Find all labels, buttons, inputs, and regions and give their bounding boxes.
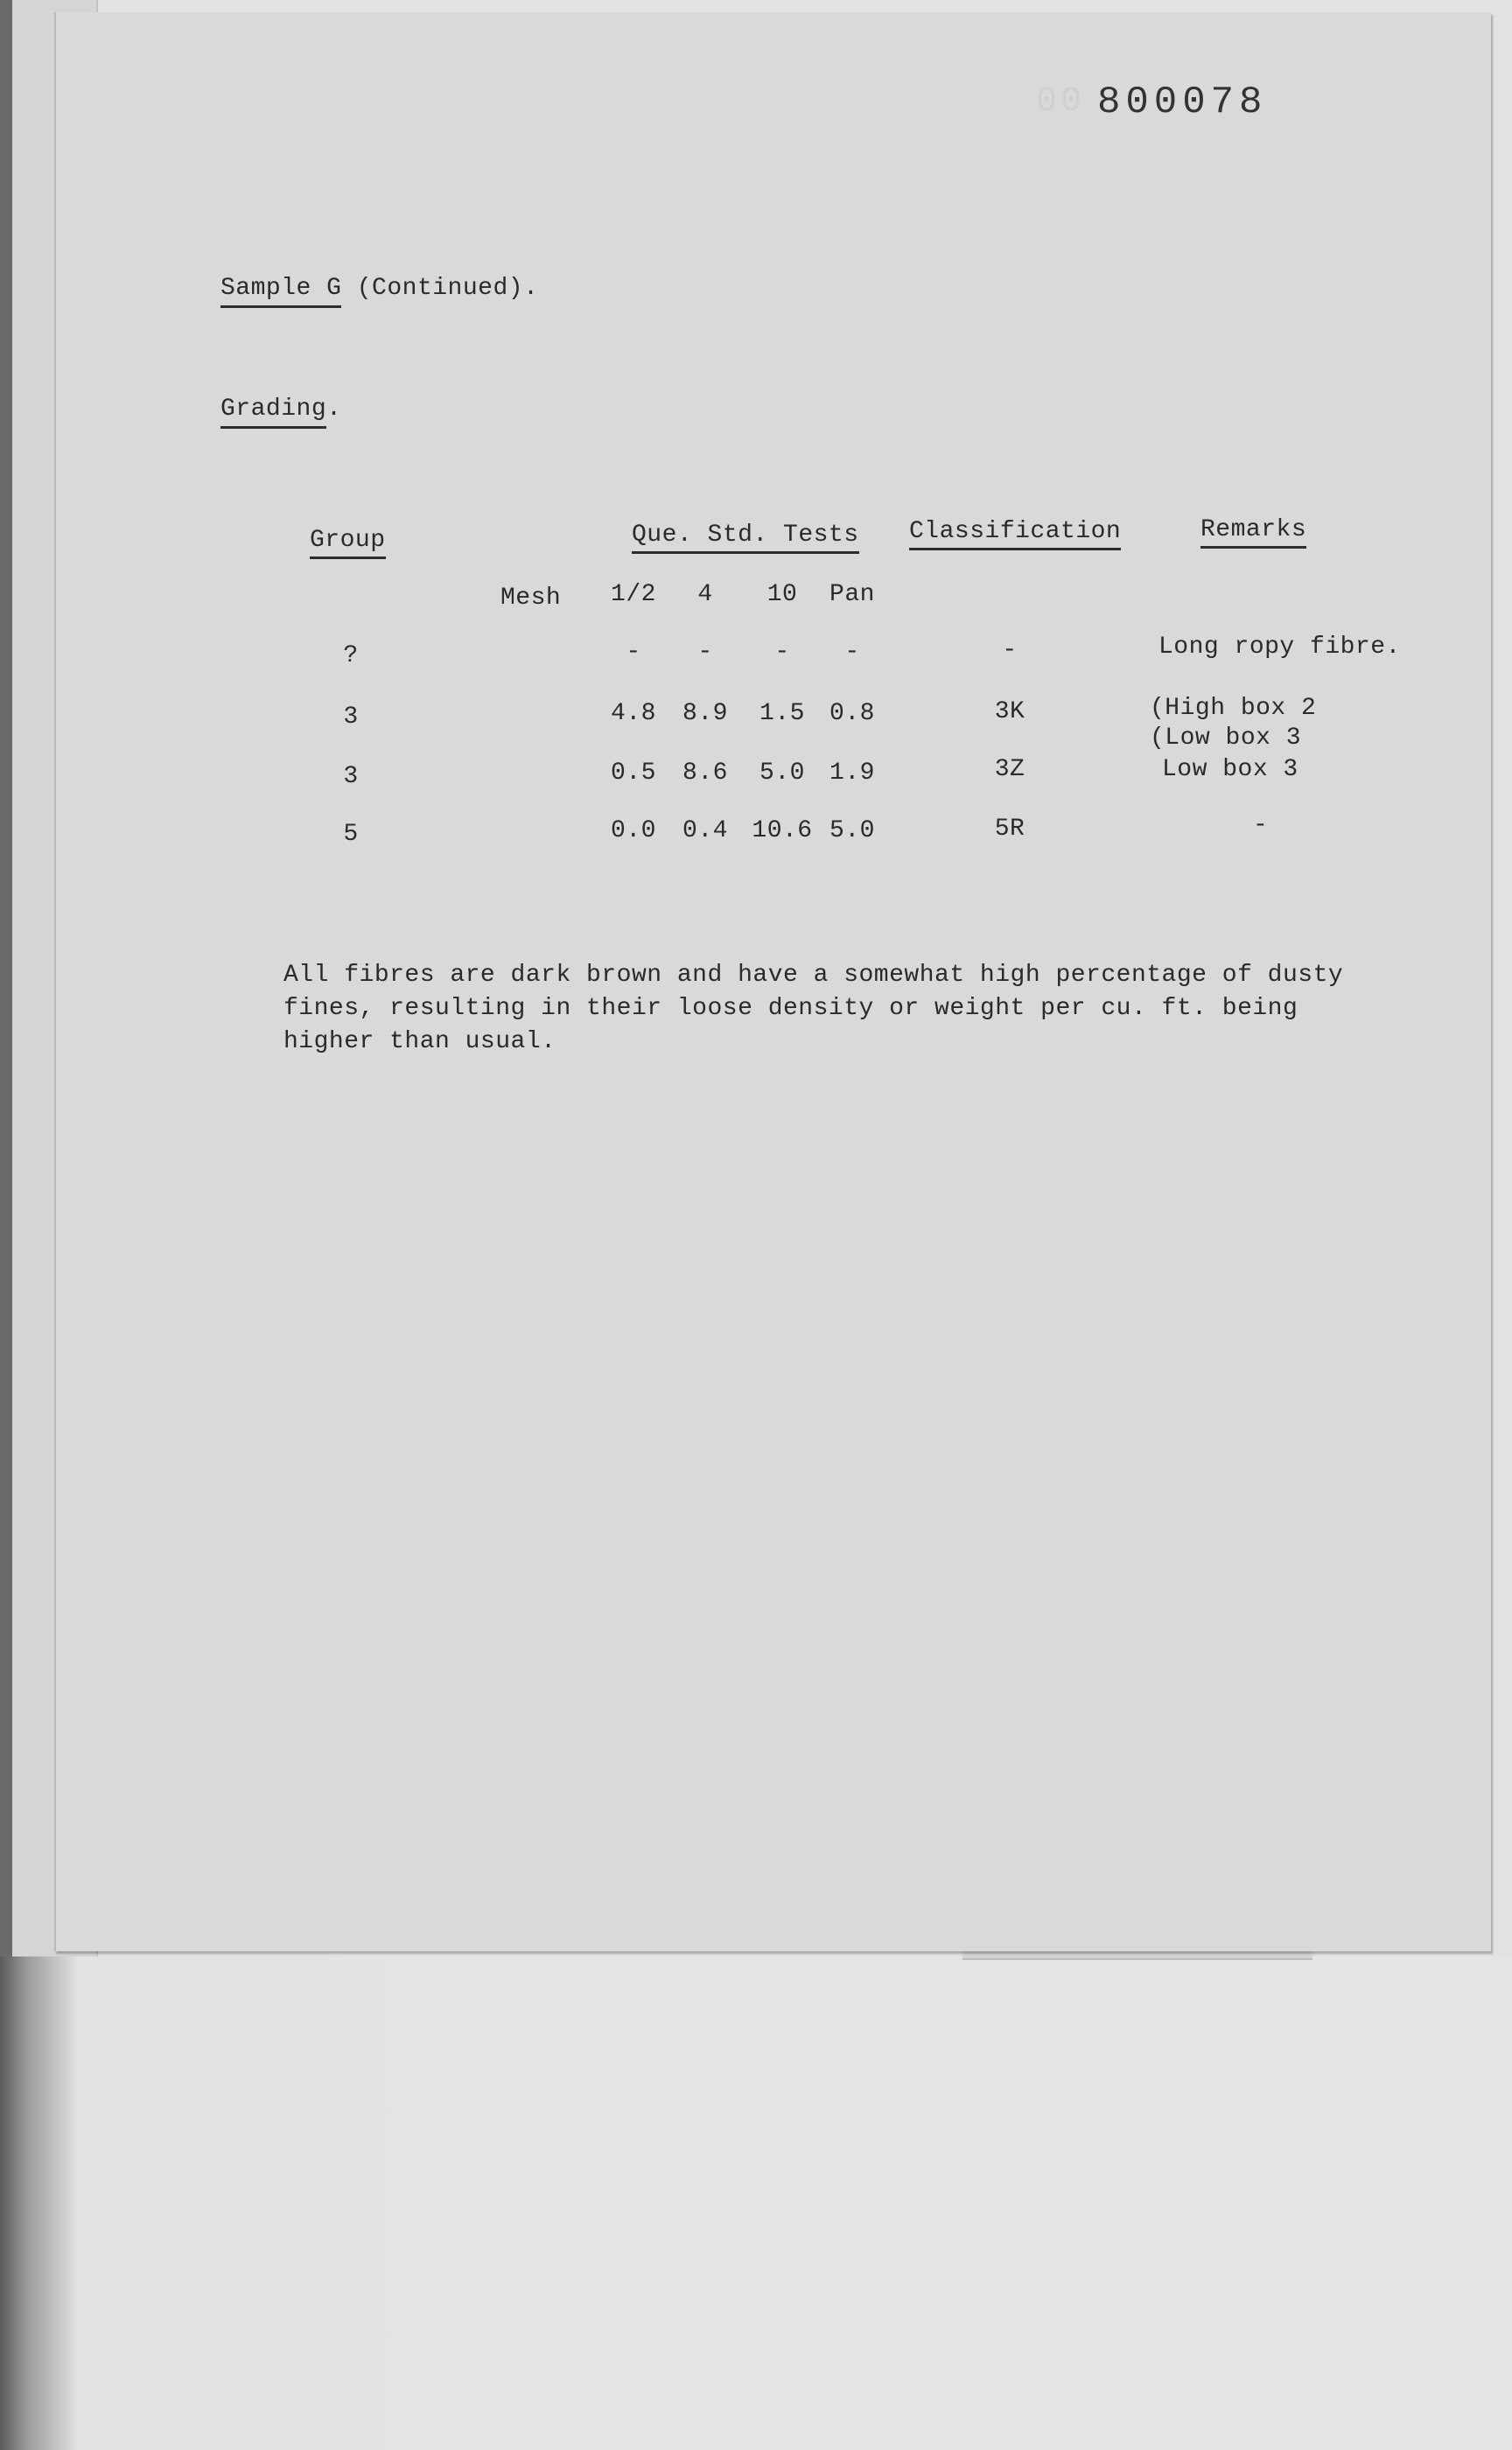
value-cell: 5.0 (760, 760, 805, 787)
group-cell: 5 (343, 821, 359, 848)
classification-cell: 3Z (994, 756, 1026, 783)
mesh-size: Pan (830, 581, 875, 608)
value-cell: 8.9 (682, 700, 728, 727)
value-cell: 1.5 (760, 700, 805, 727)
value-cell: 5.0 (830, 817, 875, 844)
classification-cell: 5R (994, 816, 1026, 843)
doc-number: 800078 (1097, 80, 1268, 124)
value-cell: 0.5 (611, 760, 656, 787)
value-cell: - (626, 639, 641, 666)
classification-cell: 3K (994, 698, 1026, 725)
value-cell: 0.4 (682, 817, 728, 844)
group-cell: 3 (343, 763, 359, 790)
mesh-size: 1/2 (611, 581, 656, 608)
remarks-cell: Long ropy fibre. (1158, 634, 1401, 661)
grading-title: Grading (220, 396, 326, 429)
paragraph-line: higher than usual. (284, 1028, 556, 1055)
group-cell: 3 (343, 704, 359, 731)
remarks-cell: Low box 3 (1162, 756, 1298, 783)
mesh-size: 4 (697, 581, 713, 608)
value-cell: 0.8 (830, 700, 875, 727)
value-cell: - (844, 639, 860, 666)
grading-period: . (326, 396, 342, 423)
col-tests-header: Que. Std. Tests (632, 523, 859, 554)
document-page (54, 12, 1491, 1951)
mesh-size: 10 (766, 581, 798, 608)
group-cell: ? (343, 642, 359, 669)
notes-paragraph (284, 959, 1344, 1059)
value-cell: - (697, 639, 713, 666)
value-cell: 10.6 (752, 817, 813, 844)
col-remarks-header: Remarks (1200, 518, 1306, 549)
sample-label: Sample G (220, 275, 341, 308)
mesh-label: Mesh (500, 584, 562, 612)
doc-number-ghost: 00 (1036, 82, 1086, 122)
sample-heading (220, 276, 538, 301)
value-cell: - (774, 639, 790, 666)
scanner-background (0, 1956, 1512, 2450)
value-cell: 1.9 (830, 760, 875, 787)
remarks-cell: (High box 2 (1150, 695, 1317, 722)
continued-label: (Continued). (356, 275, 539, 302)
classification-cell: - (1002, 637, 1018, 664)
value-cell: 0.0 (611, 817, 656, 844)
remarks-cell: - (1253, 812, 1269, 839)
value-cell: 4.8 (611, 700, 656, 727)
col-classification-header: Classification (909, 520, 1121, 550)
paragraph-line: All fibres are dark brown and have a somewhat high percentage of dusty (284, 962, 1344, 989)
paragraph-line: fines, resulting in their loose density or weight per cu. ft. being (284, 995, 1298, 1022)
value-cell: 8.6 (682, 760, 728, 787)
remarks-cell: (Low box 3 (1150, 724, 1302, 752)
grading-heading (220, 397, 341, 422)
col-group-header: Group (310, 528, 386, 559)
